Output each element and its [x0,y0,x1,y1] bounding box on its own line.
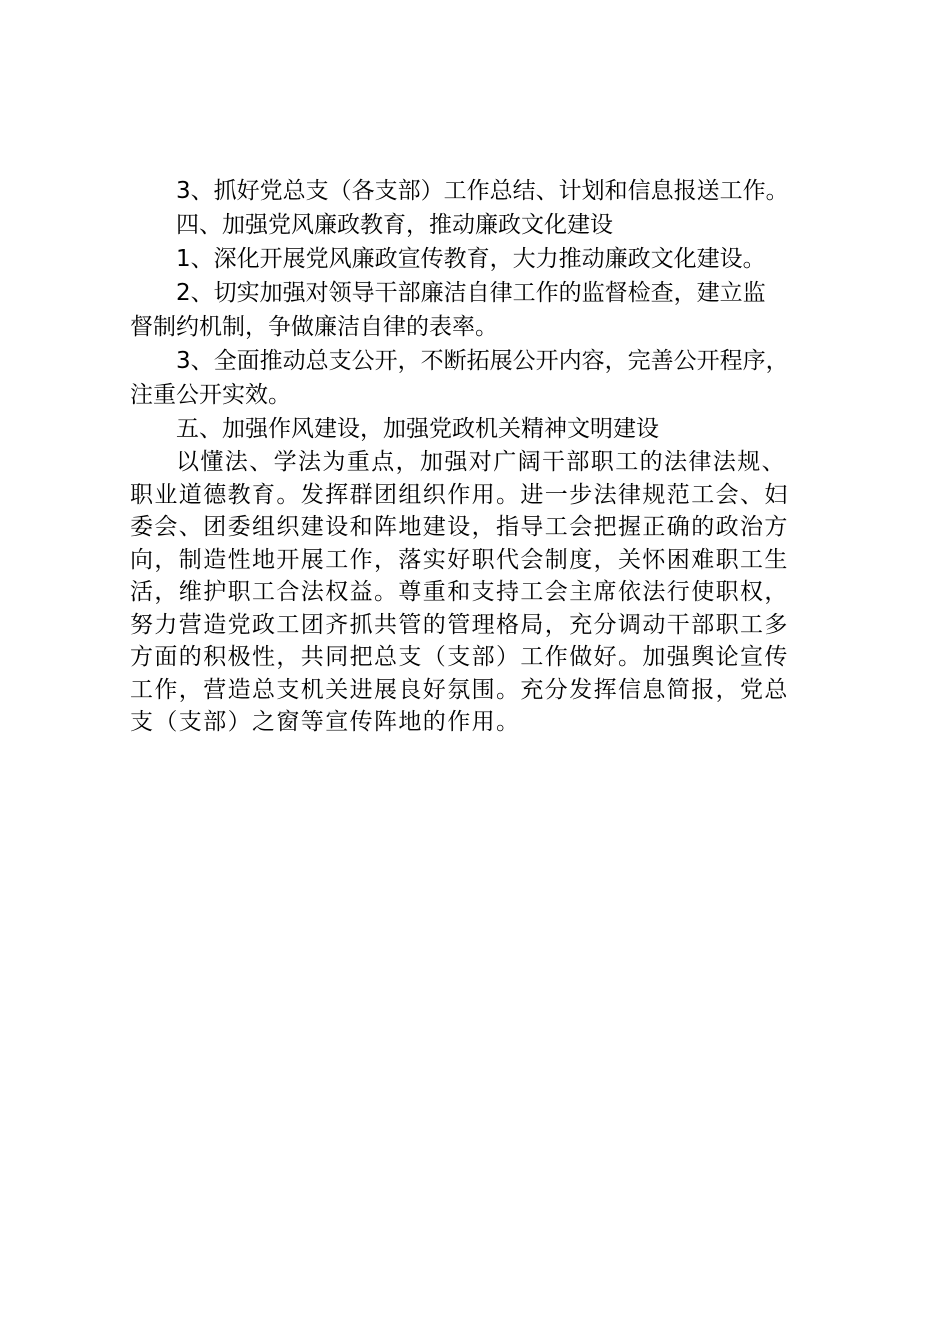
paragraph-line: 职业道德教育。发挥群团组织作用。进一步法律规范工会、妇 [130,481,789,508]
paragraph-line: 委会、团委组织建设和阵地建设，指导工会把握正确的政治方 [130,514,789,540]
item-2-supervision-line-1: 2、切实加强对领导干部廉洁自律工作的监督检查，建立监 [176,280,766,306]
document-body [130,174,842,739]
paragraph-line: 方面的积极性，共同把总支（支部）工作做好。加强舆论宣传 [130,644,789,670]
paragraph-line: 以懂法、学法为重点，加强对广阔干部职工的法律法规、 [176,449,786,475]
item-2-supervision-line-2: 督制约机制，争做廉洁自律的表率。 [130,314,498,340]
item-3-openness-line-2: 注重公开实效。 [130,382,291,408]
paragraph-line: 支（支部）之窗等宣传阵地的作用。 [130,709,521,735]
item-3-openness-line-1: 3、全面推动总支公开，不断拓展公开内容，完善公开程序， [176,348,789,374]
section-5-paragraph [130,446,842,739]
paragraph-line: 工作，营造总支机关进展良好氛围。充分发挥信息简报，党总 [130,676,789,703]
paragraph-line: 努力营造党政工团齐抓共管的管理格局，充分调动干部职工多 [130,611,789,638]
item-3-reporting: 3、抓好党总支（各支部）工作总结、计划和信息报送工作。 [176,178,789,204]
paragraph-line: 向，制造性地开展工作，落实好职代会制度，关怀困难职工生 [130,546,789,573]
item-1-education: 1、深化开展党风廉政宣传教育，大力推动廉政文化建设。 [176,246,766,272]
paragraph-line: 活，维护职工合法权益。尊重和支持工会主席依法行使职权， [130,579,789,605]
section-5-heading: 五、加强作风建设，加强党政机关精神文明建设 [176,416,659,442]
section-4-heading: 四、加强党风廉政教育，推动廉政文化建设 [176,212,613,238]
